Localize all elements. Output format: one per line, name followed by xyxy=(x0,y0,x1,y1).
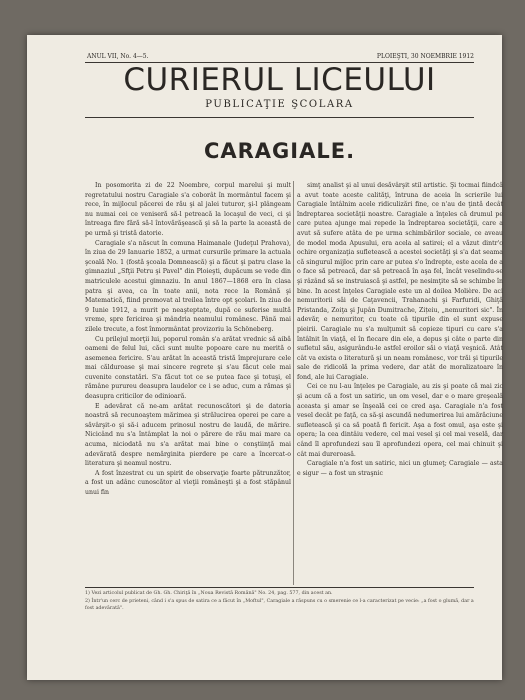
article-title: CARAGIALE. xyxy=(203,139,356,163)
paragraph: In posomorita zi de 22 Noembre, corpul marelui şi mult regretatului nostru Caragiale s'a coborât în mormântul facem şi rece, în mijlocul păcerei de rău şi al jalei tuturor, şi-l plângeam nu numai cei ce veniseră să-l petreacă la locaşul de veci, ci şi întreaga fire fără să-l întovărăşească şi să la parte la această de pe urmă şi tristă datorie. xyxy=(85,182,291,237)
footnote: 1) Vezi articolul publicat de Gh. Gh. Chiriţă în „Noua Revistă Română" No. 24, pag. 577, din acest an. xyxy=(85,591,333,596)
paragraph: Caragiale s'a născut în comuna Haimanale (Judeţul Prahova), în ziua de 29 Ianuarie 1852, a urmat cursurile primare la actuala şcoală No. 1 (fostă şcoala Domnească) şi a făcut şi patru clase la gimnaziul „Sfţii Petru şi Pavel" din Ploieşti, dupăcum se vede din matriculele acestui gimnaziu. In anul 1867—1868 era în clasa patra şi avea, ca în toate anii, nota rece la Română şi Matematică, fiind promovat al treilea între opt şcolari. In ziua de 9 Iunie 1912, a murit pe neaşteptate, după ce suferise multă vreme, spre fericirea şi mândria neamului românesc. Până mai zilele trecute, a fost înmormântat provizoriu la Schöneberg. xyxy=(85,239,291,333)
paragraph: Cu prilejul morţii lui, poporul român s'a arătat vrednic să aibă oameni de felul lui, căci sunt multe popoare care nu merită o asemenea fericire. S'au arătat în această tristă împrejurare cele mai călduroase şi mai sincere regrete şi s'au făcut cele mai cuvenite constatări. S'a făcut tot ce se putea face şi totuşi, el rămâne purureu deasupra laudelor ce i se aduc, cum a rămas şi deasupra criticilor de odinioară. xyxy=(85,335,291,401)
column-divider xyxy=(293,181,294,585)
footnote: 2) Într'un cerc de prieteni, când i s'a spus de satira ce a făcut în „Moftul", Caragiale a răspuns cu o smerenie ce l-a caracterizat pe vecie: „a fost o glumă, dar a fost adevărată". xyxy=(85,598,474,611)
article-column-right xyxy=(297,181,503,478)
paragraph: Caragiale n'a fost un satiric, nici un glumeţ; Caragiale — asta e sigur — a fost un straşnic xyxy=(297,460,503,477)
masthead-title: CURIERUL LICEULUI xyxy=(123,62,436,98)
paragraph: E adevărat că ne-am arătat recunoscători şi de datoria noastră să recunoaştem mărimea şi strălucirea operei pe care a săvârşit-o şi să-i aducem prinosul nostru de laudă, de mărire. Nicicând nu s'a întâmplat la noi o părere de rău mai mare ca acuma, niciodată nu s'a arătat mai bine o conştiinţă mai adevărată despre nemărginita pierdere pe care a încercat-o literatura şi neamul nostru. xyxy=(85,402,291,468)
paragraph: A fost înzestrat cu un spirit de observaţie foarte pătrunzător, a fost un adânc cunoscător al vieţii româneşti şi a fost stăpânul unui fin xyxy=(85,469,291,496)
newspaper-page xyxy=(27,35,502,680)
masthead-subtitle: PUBLICAŢIE ŞCOLARA xyxy=(205,99,354,110)
issue-number: ANUL VII, No. 4—5. xyxy=(87,53,149,60)
footnotes xyxy=(85,591,474,613)
paragraph: Cei ce nu l-au înţeles pe Caragiale, au zis şi poate că mai zic şi acum că a fost un satiric, un om vesel, dar e o mare greşeală aceasta şi amar se înşeală cei ce cred aşa. Caragiale n'a fost vesel decât pe faţă, ca să-şi ascundă nedumerirea lui amărăciune sufletească şi ca să poată fi fericit. Aşa a fost omul, aşa este şi opera; la cea dintâiu vedere, cel mai vesel şi cel mai veselă, dar când îl aprofundezi sau îl aprofundezi opera, cel mai chinuit şi cât mai dureroasă. xyxy=(297,383,503,458)
article-column-left xyxy=(85,181,291,498)
issue-date: PLOIEŞTI, 30 NOEMBRIE 1912 xyxy=(376,53,474,60)
masthead-rule xyxy=(85,117,474,118)
footnote-rule xyxy=(85,587,474,588)
paragraph: simţ analist şi al unui desăvârşit stil artistic. Şi tocmai fiindcă a avut toate aceste calităţi, întruna de aceia în scrierile lui Caragiale întâlnim acele ridiculizări fine, ce n'au de ţintă decât îndreptarea societăţii noastre. Caragiale a înţeles că drumul pe care putea ajunge mai repede la îndreptarea societăţii, care a avut să sufere atâta de pe urma schimbărilor sociale, ce aveau de model moda Apusului, era acela al satirei; el a văzut dintr'o ochire organizaţia sufletească a acestei societăţi şi s'a dat seama că singurul mijloc prin care ar putea s'o îndrepte, este acela de a o face să petreacă, dar să petreacă în aşa fel, încât veselindu-se şi râzând să se instruiască şi astfel, pe nesimţite să se schimbe în bine. In acest înţeles Caragiale este un al doilea Molière. De aci nemuritorii săi de Caţavencii, Trahanachi şi Farfuridi, Ghiţă Pristanda, Zoiţa şi Jupân Dumitrache, Zițeiu, „nemuritori sic". În adevăr, e nemuritor, cu toate că tipurile din el sunt expuse pieirii. Caragiale nu s'a mulţumit să copieze tipuri cu care s'a întâlnit în viaţă, el în fiecare din ele, a depus şi câte o parte din sufletul său, asigurându-le astfel eroilor săi o viaţă veşnică. Atât cât va exista o literatură şi un neam românesc, vor trăi şi tipurile sale de ridicolă la prima vedere, dar atât de moralizatoare în fond, ale lui Caragiale. xyxy=(297,182,503,381)
